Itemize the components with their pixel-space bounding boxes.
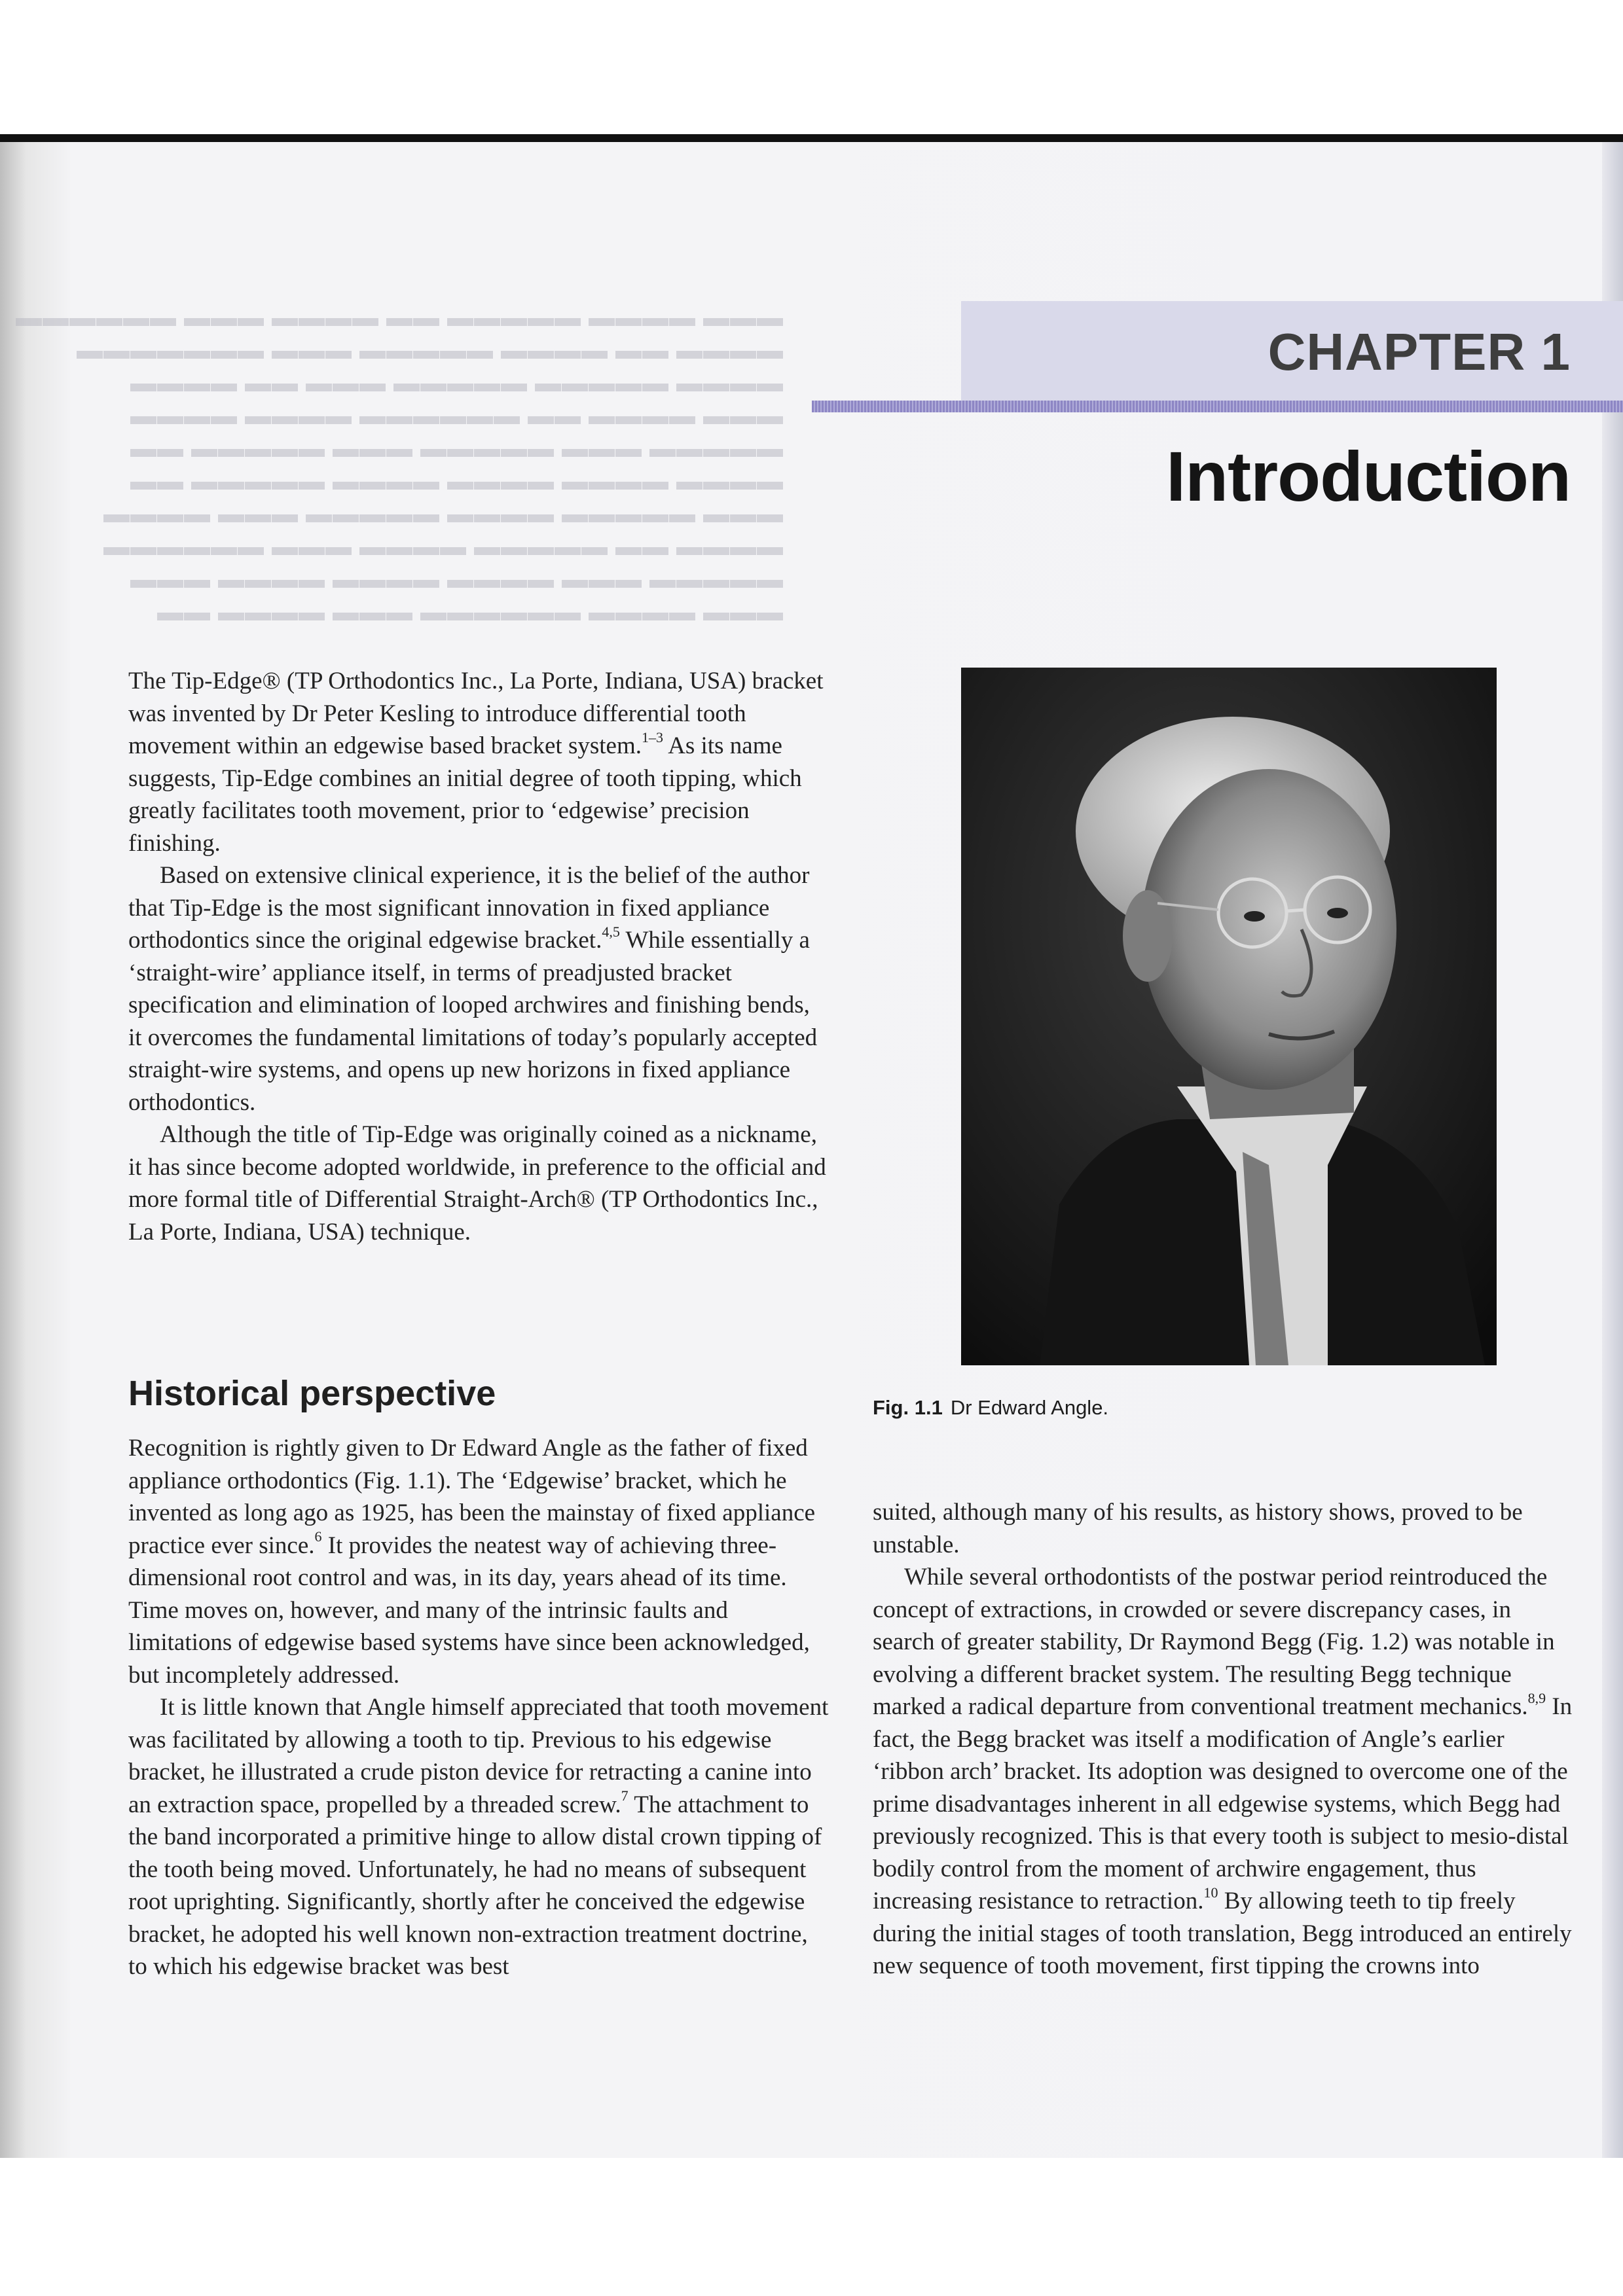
citation: 10 <box>1203 1884 1218 1901</box>
intro-paragraph: Based on extensive clinical experience, it is the belief of the author that Tip-Edge is the most significant innovation in fixed appliance orthodontics since the original edgewise bracket.$^{4,5}$ While essentially a ‘straight-wire’ appliance itself, in terms of preadjusted bracket specification and elimination of looped archwires and finishing bends, it overcomes the fundamental limitations of today’s popularly accepted straight-wire systems, and opens up new horizons in fixed appliance orthodontics. <box>128 862 818 1116</box>
scan-top-border <box>0 134 1623 142</box>
portrait-photo-drawing <box>961 668 1497 1365</box>
citation: 7 <box>621 1787 629 1804</box>
intro-paragraph: Although the title of Tip-Edge was originally coined as a nickname, it has since become adopted worldwide, in preference to the official and more formal title of Differential Straight-Arch® (TP Orthodontics Inc., La Porte, Indiana, USA) technique. <box>128 1121 826 1246</box>
page-right-edge <box>1602 142 1623 2158</box>
citation: 6 <box>314 1528 322 1545</box>
history-paragraph: While several orthodontists of the postwar period reintroduced the concept of extractions, in crowded or severe discrepancy cases, in search of greater stability, Dr Raymond Begg (Fig. 1.2) was notable in evolving a different bracket system. The resulting Begg technique marked a radical departure from conventional treatment mechanics.$^{8,9}$ In fact, the Begg bracket was itself a modification of Angle’s earlier ‘ribbon arch’ bracket. Its adoption was designed to overcome one of the prime disadvantages inherent in all edgewise systems, which Begg had previously recognized. This is that every tooth is subject to mesio-distal bodily control from the moment of archwire engagement, thus increasing resistance to retraction.$^{10}$ By allowing teeth to tip freely during the initial stages of tooth translation, Begg introduced an entirely new sequence of tooth movement, first tipping the crowns into <box>873 1564 1573 1979</box>
section-heading: Historical perspective <box>128 1374 496 1413</box>
figure-caption <box>873 1396 1108 1420</box>
history-text-column-left <box>128 1432 829 1983</box>
citation: 1–3 <box>641 728 663 745</box>
chapter-header-rule <box>812 401 1623 412</box>
portrait-photo <box>961 668 1497 1365</box>
chapter-title: Introduction <box>1166 437 1571 516</box>
intro-paragraph: The Tip-Edge® (TP Orthodontics Inc., La Porte, Indiana, USA) bracket was invented by Dr Peter Kesling to introduce differential tooth movement within an edgewise based bracket system.$^{1-3}$ As its name suggests, Tip-Edge combines an initial degree of tooth tipping, which greatly facilitates tooth movement, prior to ‘edgewise’ precision finishing. <box>128 668 824 857</box>
intro-text-column <box>128 665 829 1248</box>
history-paragraph: Recognition is rightly given to Dr Edward Angle as the father of fixed appliance orthodontics (Fig. 1.1). The ‘Edgewise’ bracket, which he invented as long ago as 1925, has been the mainstay of fixed appliance practice ever since.$^6$ It provides the neatest way of achieving three-dimensional root control and was, in its day, years ahead of its time. Time moves on, however, and many of the intrinsic faults and limitations of edgewise based systems have since been acknowledged, but incompletely addressed. <box>128 1435 816 1689</box>
history-paragraph: It is little known that Angle himself appreciated that tooth movement was facilitated by allowing a tooth to tip. Previous to his edgewise bracket, he illustrated a crude piston device for retracting a canine into an extraction space, propelled by a threaded screw.$^7$ The attachment to the band incorporated a primitive hinge to allow distal crown tipping of the tooth being moved. Unfortunately, he had no means of subsequent root uprighting. Significantly, shortly after he conceived the edgewise bracket, he adopted his well known non-extraction treatment doctrine, to which his edgewise bracket was best <box>128 1694 829 1980</box>
citation: 8,9 <box>1527 1689 1546 1706</box>
figure-label: Fig. 1.1 <box>873 1396 943 1419</box>
figure-caption-text: Dr Edward Angle. <box>950 1396 1109 1419</box>
history-paragraph: suited, although many of his results, as history shows, proved to be unstable. <box>873 1499 1523 1558</box>
show-through-text: ▬▬▬ ▬▬▬▬ ▬▬▬▬▬ ▬▬ ▬▬▬▬ ▬▬▬ ▬▬▬▬▬▬ ▬▬▬▬ ▬▬ ▬▬▬▬ ▬▬▬▬▬ ▬▬▬ ▬▬▬▬▬▬▬ ▬▬▬▬ ▬▬▬▬▬ ▬▬▬▬▬ ▬▬▬ ▬▬ ▬▬▬▬ ▬▬▬ ▬▬▬▬ ▬▬ ▬▬▬▬▬▬ ▬▬▬▬ ▬▬▬▬ ▬▬▬▬▬ ▬▬▬ ▬▬▬▬▬ ▬▬▬ ▬▬▬▬▬ ▬▬ ▬▬▬▬ ▬▬▬▬ ▬▬▬▬ ▬▬▬▬ ▬▬▬▬▬ ▬▬ ▬▬▬ ▬▬▬▬▬ ▬▬▬▬ ▬▬▬▬▬ ▬▬▬ ▬▬▬▬ ▬▬▬▬ ▬▬ ▬▬▬▬▬ ▬▬▬▬ ▬▬▬ ▬▬▬▬▬▬ ▬▬▬▬▬ ▬▬▬ ▬▬▬▬ ▬▬▬▬ ▬▬▬▬ ▬▬▬ ▬▬▬ ▬▬▬▬ ▬▬▬▬▬▬ ▬▬▬ ▬▬▬▬ ▬▬ <box>15 302 783 626</box>
history-text-column-right <box>873 1496 1573 1982</box>
citation: 4,5 <box>602 923 620 940</box>
chapter-label: CHAPTER 1 <box>1267 323 1571 381</box>
